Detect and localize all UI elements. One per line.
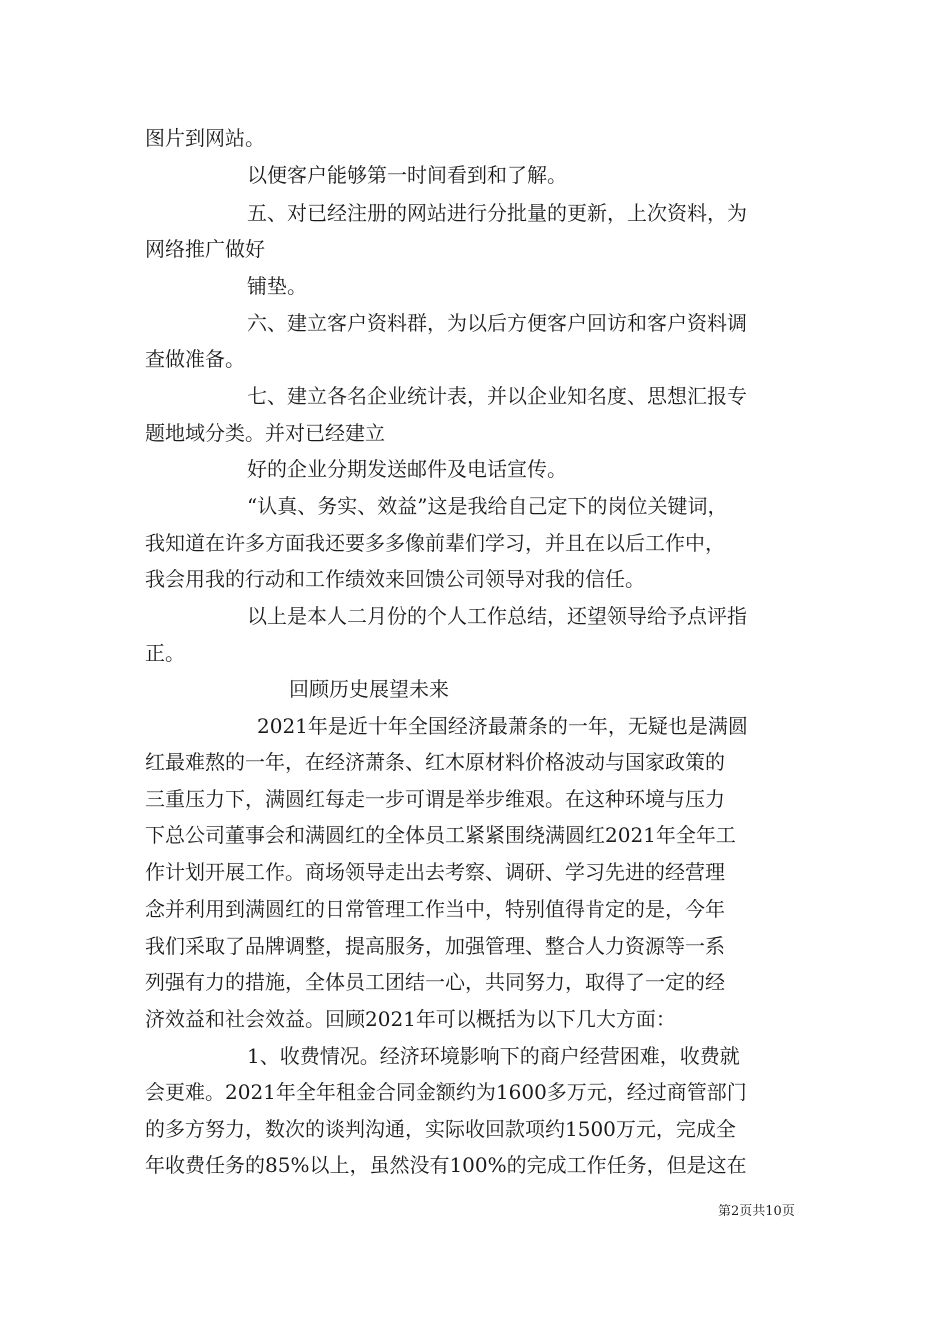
text-line: 作计划开展工作。商场领导走出去考察、调研、学习先进的经营理 bbox=[145, 860, 725, 884]
text-line: 以便客户能够第一时间看到和了解。 bbox=[247, 163, 567, 187]
text-line: 2021年是近十年全国经济最萧条的一年，无疑也是满圆 bbox=[257, 714, 748, 738]
text-line: 题地域分类。并对已经建立 bbox=[145, 421, 385, 445]
text-line: 列强有力的措施，全体员工团结一心，共同努力，取得了一定的经 bbox=[145, 970, 725, 994]
text-line: 七、建立各名企业统计表，并以企业知名度、思想汇报专 bbox=[247, 384, 747, 408]
text-line: 以上是本人二月份的个人工作总结，还望领导给予点评指 bbox=[247, 604, 747, 628]
text-line: 六、建立客户资料群，为以后方便客户回访和客户资料调 bbox=[247, 311, 747, 335]
page-number-footer: 第2页共10页 bbox=[718, 1204, 795, 1219]
text-line: 1、收费情况。经济环境影响下的商户经营困难，收费就 bbox=[247, 1044, 740, 1068]
text-line: 的多方努力，数次的谈判沟通，实际收回款项约1500万元，完成全 bbox=[145, 1117, 736, 1141]
text-line: 查做准备。 bbox=[145, 347, 245, 371]
text-line: 念并利用到满圆红的日常管理工作当中，特别值得肯定的是，今年 bbox=[145, 897, 725, 921]
text-line: 红最难熬的一年，在经济萧条、红木原材料价格波动与国家政策的 bbox=[145, 750, 725, 774]
text-line: “认真、务实、效益”这是我给自己定下的岗位关键词， bbox=[247, 494, 728, 518]
text-line: 我们采取了品牌调整，提高服务，加强管理、整合人力资源等一系 bbox=[145, 934, 725, 958]
text-line: 好的企业分期发送邮件及电话宣传。 bbox=[247, 457, 567, 481]
text-line: 下总公司董事会和满圆红的全体员工紧紧围绕满圆红2021年全年工 bbox=[145, 823, 736, 847]
section-heading: 回顾历史展望未来 bbox=[289, 677, 449, 701]
text-line: 济效益和社会效益。回顾2021年可以概括为以下几大方面： bbox=[145, 1007, 676, 1031]
text-line: 铺垫。 bbox=[247, 274, 307, 298]
text-line: 会更难。2021年全年租金合同金额约为1600多万元，经过商管部门 bbox=[145, 1080, 747, 1104]
text-line: 五、对已经注册的网站进行分批量的更新，上次资料，为 bbox=[247, 201, 747, 225]
text-line: 网络推广做好 bbox=[145, 237, 265, 261]
text-line: 图片到网站。 bbox=[145, 126, 265, 150]
text-line: 正。 bbox=[145, 641, 185, 665]
text-line: 我会用我的行动和工作绩效来回馈公司领导对我的信任。 bbox=[145, 567, 645, 591]
text-line: 我知道在许多方面我还要多多像前辈们学习，并且在以后工作中， bbox=[145, 531, 725, 555]
text-line: 年收费任务的85%以上，虽然没有100%的完成工作任务，但是这在 bbox=[145, 1153, 747, 1177]
text-line: 三重压力下，满圆红每走一步可谓是举步维艰。在这种环境与压力 bbox=[145, 787, 725, 811]
